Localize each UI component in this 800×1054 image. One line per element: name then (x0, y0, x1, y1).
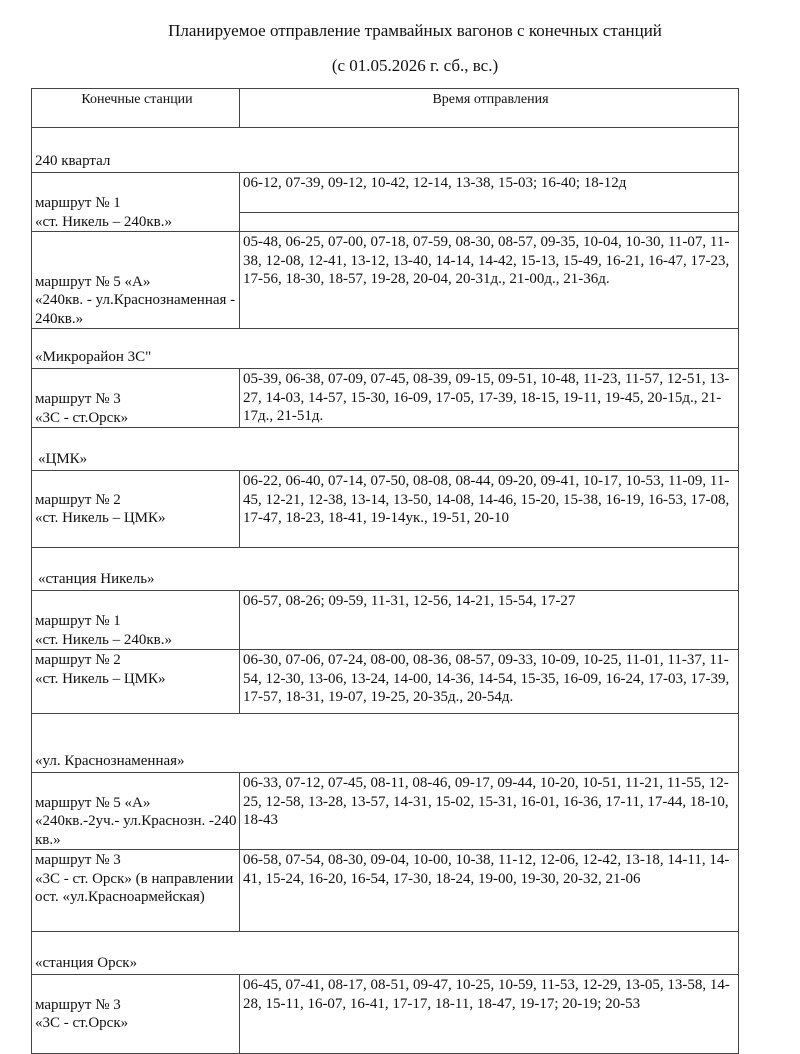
route-number: маршрут № 5 «А» (35, 273, 151, 290)
route-cell (32, 471, 240, 548)
departure-times: 06-57, 08-26; 09-59, 11-31, 12-56, 14-21, 15-54, 17-27 (240, 591, 739, 650)
header-stations: Конечные станции (32, 89, 240, 128)
station-name: «станция Никель» (32, 548, 739, 591)
route-path: «240кв.-2уч.- ул.Краснозн. -240 кв.» (35, 813, 237, 848)
table-header-row (32, 89, 739, 128)
document-title: Планируемое отправление трамвайных вагонов с конечных станций (168, 21, 662, 40)
route-cell (32, 850, 240, 932)
route-row (32, 850, 739, 932)
route-cell (32, 173, 240, 232)
route-cell (32, 975, 240, 1054)
route-number: маршрут № 3 (35, 852, 121, 868)
station-name: «Микрорайон 3С" (32, 329, 739, 369)
departure-times: 06-58, 07-54, 08-30, 09-04, 10-00, 10-38, 11-12, 12-06, 12-42, 13-18, 14-11, 14-41, 15-24, 16-20, 16-54, 17-30, 18-24, 19-00, 19-30, 20-32, 21-06 (240, 850, 739, 932)
route-path: «3С - ст.Орск» (35, 1015, 129, 1031)
route-cell (32, 650, 240, 714)
schedule-table (31, 88, 739, 1054)
station-row (32, 128, 739, 173)
departure-times: 05-39, 06-38, 07-09, 07-45, 08-39, 09-15, 09-51, 10-48, 11-23, 11-57, 12-51, 13-27, 14-03, 14-57, 15-30, 16-09, 17-05, 17-39, 18-15, 19-11, 19-45, 20-15д., 21-17д., 21-51д. (240, 369, 739, 428)
route-number: маршрут № 5 «А» (35, 794, 151, 811)
header-departure: Время отправления (240, 89, 739, 128)
route-row (32, 975, 739, 1054)
departure-times: 06-12, 07-39, 09-12, 10-42, 12-14, 13-38, 15-03; 16-40; 18-12д (240, 173, 739, 213)
station-name: «ЦМК» (32, 428, 739, 471)
route-number: маршрут № 3 (35, 391, 121, 407)
route-number: маршрут № 3 (35, 996, 121, 1013)
blank-cell (240, 213, 739, 232)
document-subtitle: (с 01.05.2026 г. сб., вс.) (331, 56, 499, 75)
route-path: «3С - ст. Орск» (в направлении ост. «ул.Красноармейская) (35, 870, 234, 905)
route-cell (32, 232, 240, 329)
route-cell (32, 591, 240, 650)
route-number: маршрут № 2 (35, 491, 121, 508)
route-row (32, 173, 739, 213)
station-row (32, 428, 739, 471)
route-path: «ст. Никель – 240кв.» (35, 631, 172, 648)
route-cell (32, 369, 240, 428)
route-row (32, 773, 739, 850)
route-path: «ст. Никель – 240кв.» (35, 213, 172, 230)
station-row (32, 932, 739, 975)
station-name: «ул. Краснознаменная» (32, 714, 739, 773)
station-row (32, 329, 739, 369)
route-path: «240кв. - ул.Краснознаменная - 240кв.» (35, 292, 236, 327)
route-number: маршрут № 1 (35, 195, 121, 211)
route-row (32, 369, 739, 428)
route-row (32, 591, 739, 650)
route-cell (32, 773, 240, 850)
route-path: «ст. Никель – ЦМК» (35, 670, 166, 687)
departure-times: 05-48, 06-25, 07-00, 07-18, 07-59, 08-30, 08-57, 09-35, 10-04, 10-30, 11-07, 11-38, 12-08, 12-41, 13-12, 13-40, 14-14, 14-42, 15-13, 15-49, 16-21, 16-47, 17-23, 17-56, 18-30, 18-57, 19-28, 20-04, 20-31д., 21-00д., 21-36д. (240, 232, 739, 329)
route-number: маршрут № 1 (35, 613, 121, 629)
route-row (32, 471, 739, 548)
route-path: «3С - ст.Орск» (35, 409, 129, 426)
departure-times: 06-22, 06-40, 07-14, 07-50, 08-08, 08-44, 09-20, 09-41, 10-17, 10-53, 11-09, 11-45, 12-21, 12-38, 13-14, 13-50, 14-08, 14-46, 15-20, 15-38, 16-19, 16-53, 17-08, 17-47, 18-23, 18-41, 19-14ук., 19-51, 20-10 (240, 471, 739, 548)
station-row (32, 714, 739, 773)
station-row (32, 548, 739, 591)
route-row (32, 232, 739, 329)
route-number: маршрут № 2 (35, 652, 121, 668)
departure-times: 06-45, 07-41, 08-17, 08-51, 09-47, 10-25, 10-59, 11-53, 12-29, 13-05, 13-58, 14-28, 15-11, 16-07, 16-41, 17-17, 18-11, 18-47, 19-17; 20-19; 20-53 (240, 975, 739, 1054)
route-path: «ст. Никель – ЦМК» (35, 510, 166, 526)
station-name: 240 квартал (32, 128, 739, 173)
departure-times: 06-30, 07-06, 07-24, 08-00, 08-36, 08-57, 09-33, 10-09, 10-25, 11-01, 11-37, 11-54, 12-30, 13-06, 13-24, 14-00, 14-36, 14-54, 15-35, 16-09, 16-24, 17-03, 17-39, 17-57, 18-31, 19-07, 19-25, 20-35д., 20-54д. (240, 650, 739, 714)
departure-times: 06-33, 07-12, 07-45, 08-11, 08-46, 09-17, 09-44, 10-20, 10-51, 11-21, 11-55, 12-25, 12-58, 13-28, 13-57, 14-31, 15-02, 15-31, 16-01, 16-36, 17-11, 17-44, 18-10, 18-43 (240, 773, 739, 850)
station-name: «станция Орск» (32, 932, 739, 975)
route-row (32, 650, 739, 714)
